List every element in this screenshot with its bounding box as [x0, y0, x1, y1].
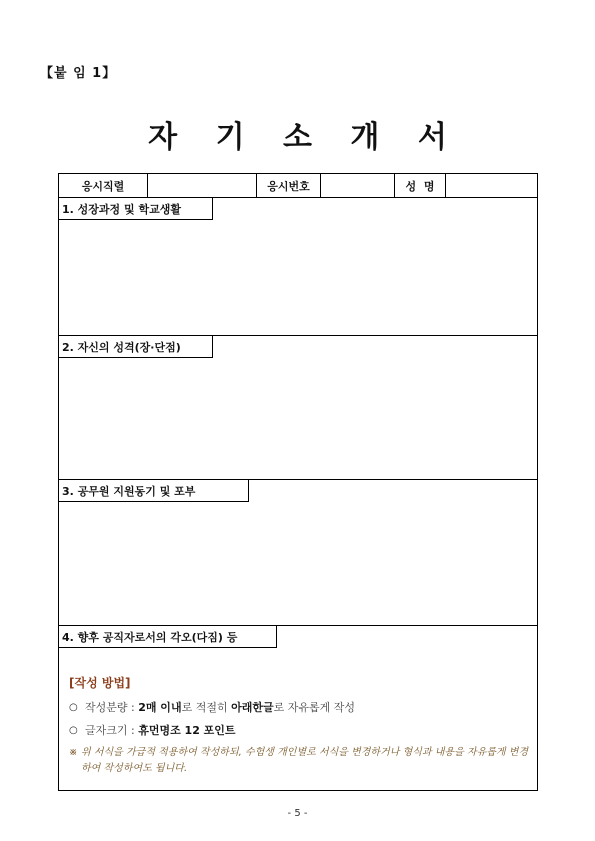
section-title: 2. 자신의 성격(장·단점): [59, 336, 213, 358]
section-growth-school-life: [59, 198, 537, 336]
section-motivation-aspiration: [59, 480, 537, 626]
circle-bullet-icon: ○: [69, 724, 78, 736]
guide-emphasis: 2매 이내: [138, 701, 182, 714]
applicant-number-field[interactable]: [321, 174, 394, 197]
note-text: 위 서식을 가급적 적용하여 작성하되, 수험생 개인별로 서식을 변경하거나 형식과 내용을 자유롭게 변경하여 작성하여도 됩니다.: [81, 747, 529, 774]
guide-text: 로 적절히: [181, 701, 232, 714]
section-future-resolution: [59, 626, 537, 790]
guide-item-font-size: [69, 722, 529, 738]
self-introduction-form: [58, 173, 538, 791]
guide-text: 작성분량 :: [85, 701, 139, 714]
section-text-area[interactable]: [59, 358, 537, 479]
section-title: 3. 공무원 지원동기 및 포부: [59, 480, 249, 502]
applied-position-field[interactable]: [148, 174, 256, 197]
guide-emphasis: 아래한글: [231, 701, 274, 714]
guide-title: [작성 방법]: [69, 676, 131, 690]
name-field[interactable]: [446, 174, 537, 197]
circle-bullet-icon: ○: [69, 701, 78, 713]
guide-item-length: [69, 699, 529, 715]
attachment-label: 【붙 임 1】: [40, 66, 117, 81]
section-title: 4. 향후 공직자로서의 각오(다짐) 등: [59, 626, 277, 648]
applicant-info-row: [59, 174, 537, 198]
page-number: - 5 -: [287, 808, 308, 819]
section-text-area[interactable]: [59, 502, 537, 625]
applied-position-label: 응시직렬: [81, 179, 125, 193]
section-personality: [59, 336, 537, 480]
applicant-number-label: 응시번호: [267, 179, 310, 193]
writing-guide: [69, 674, 529, 777]
guide-text: 로 자유롭게 작성: [273, 701, 355, 714]
document-title: 자 기 소 개 서: [148, 120, 461, 155]
section-text-area[interactable]: [59, 220, 537, 335]
guide-text: 글자크기 :: [85, 724, 139, 737]
guide-note: [69, 745, 529, 777]
name-label: 성 명: [405, 179, 435, 193]
guide-emphasis: 휴먼명조 12 포인트: [138, 724, 236, 737]
reference-mark-icon: ※: [69, 747, 78, 758]
section-title: 1. 성장과정 및 학교생활: [59, 198, 213, 220]
